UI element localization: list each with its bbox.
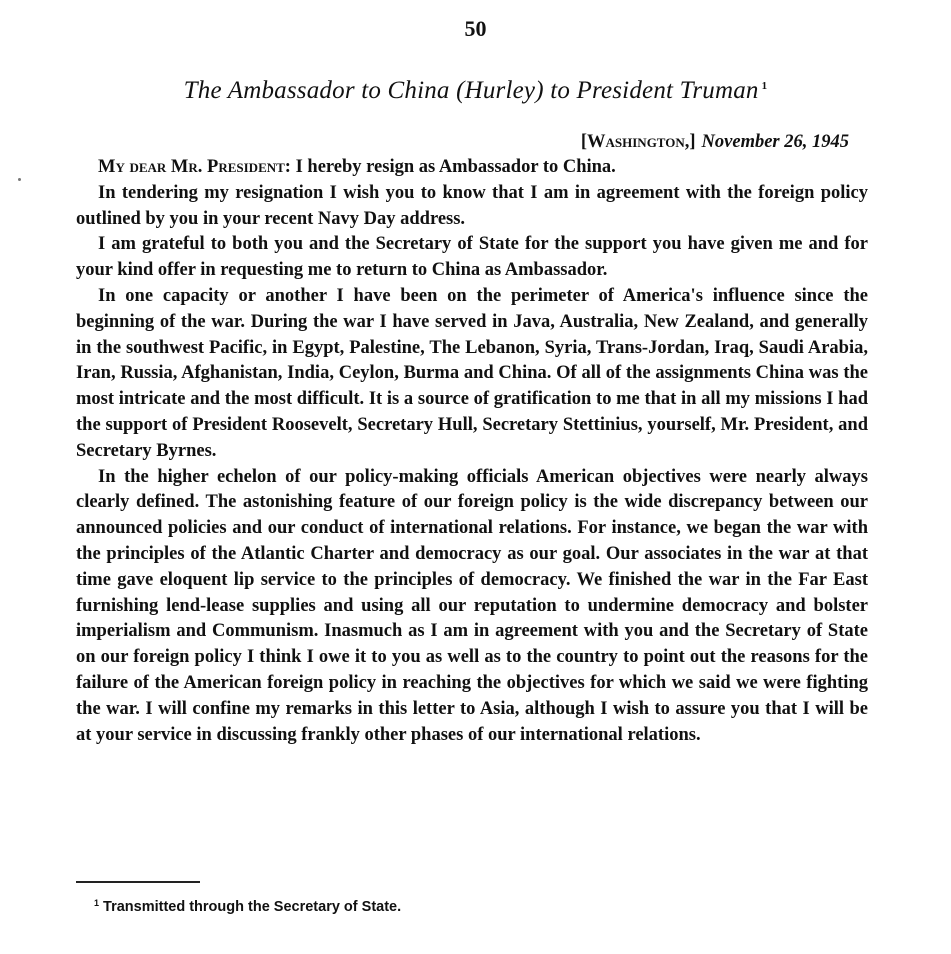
page-number: 50 [464,16,487,41]
dateline-place: [Washington,] [580,132,696,152]
dateline-date: November 26, 1945 [701,132,849,152]
footnote-divider [76,881,200,883]
paragraph-3: In one capacity or another I have been on the perimeter of America's influence since the beginning of the war. During the war I have served in Java, Australia, New Zealand, and generally in the southwest Pacific, in Egypt, Palestine, The Lebanon, Syria, Trans-Jordan, Iraq, Saudi Arabia, Iran, Russia, Afghanistan, India, Ceylon, Burma and China. Of all of the assignments China was the most intricate and the most difficult. It is a source of gratification to me that in all my missions I had the support of President Roosevelt, Secretary Hull, Secretary Stettinius, yourself, Mr. President, and Secretary Byrnes. [76,285,868,461]
footnote-mark: 1 [94,898,100,908]
footnote-text: Transmitted through the Secretary of State. [103,899,402,915]
title-text: The Ambassador to China (Hurley) to President Truman [183,77,759,104]
paragraph-1: In tendering my resignation I wish you to know that I am in agreement with the foreign policy outlined by you in your recent Navy Day address. [76,182,868,229]
dateline [581,129,849,155]
salutation-text: I hereby resign as Ambassador to China. [295,157,616,177]
paragraph-2: I am grateful to both you and the Secretary of State for the support you have given me and for your kind offer in requesting me to return to China as Ambassador. [76,234,868,281]
document-title [0,70,951,107]
letter-body [76,155,868,748]
paragraph-4: In the higher echelon of our policy-making officials American objectives were nearly always clearly defined. The astonishing feature of our foreign policy is the wide discrepancy between our announced policies and our conduct of international relations. For instance, we began the war with the principles of the Atlantic Charter and democracy as our goal. Our associates in the war at that time gave eloquent lip service to the principles of democracy. We finished the war in the Far East furnishing lend-lease supplies and using all our reputation to undermine democracy and bolster imperialism and Communism. Inasmuch as I am in agreement with you and the Secretary of State on our foreign policy I think I owe it to you as well as to the country to point out the reasons for the failure of the American foreign policy in reaching the objectives for which we said we were fighting the war. I will confine my remarks in this letter to Asia, although I wish to assure you that I will be at your service in discussing frankly other phases of our international relations. [76,466,868,745]
title-footnote-mark: 1 [761,80,768,92]
salutation-label: My dear Mr. President: [98,157,291,177]
salutation-paragraph [76,155,868,181]
footnote [94,893,401,917]
margin-speck [18,178,21,181]
